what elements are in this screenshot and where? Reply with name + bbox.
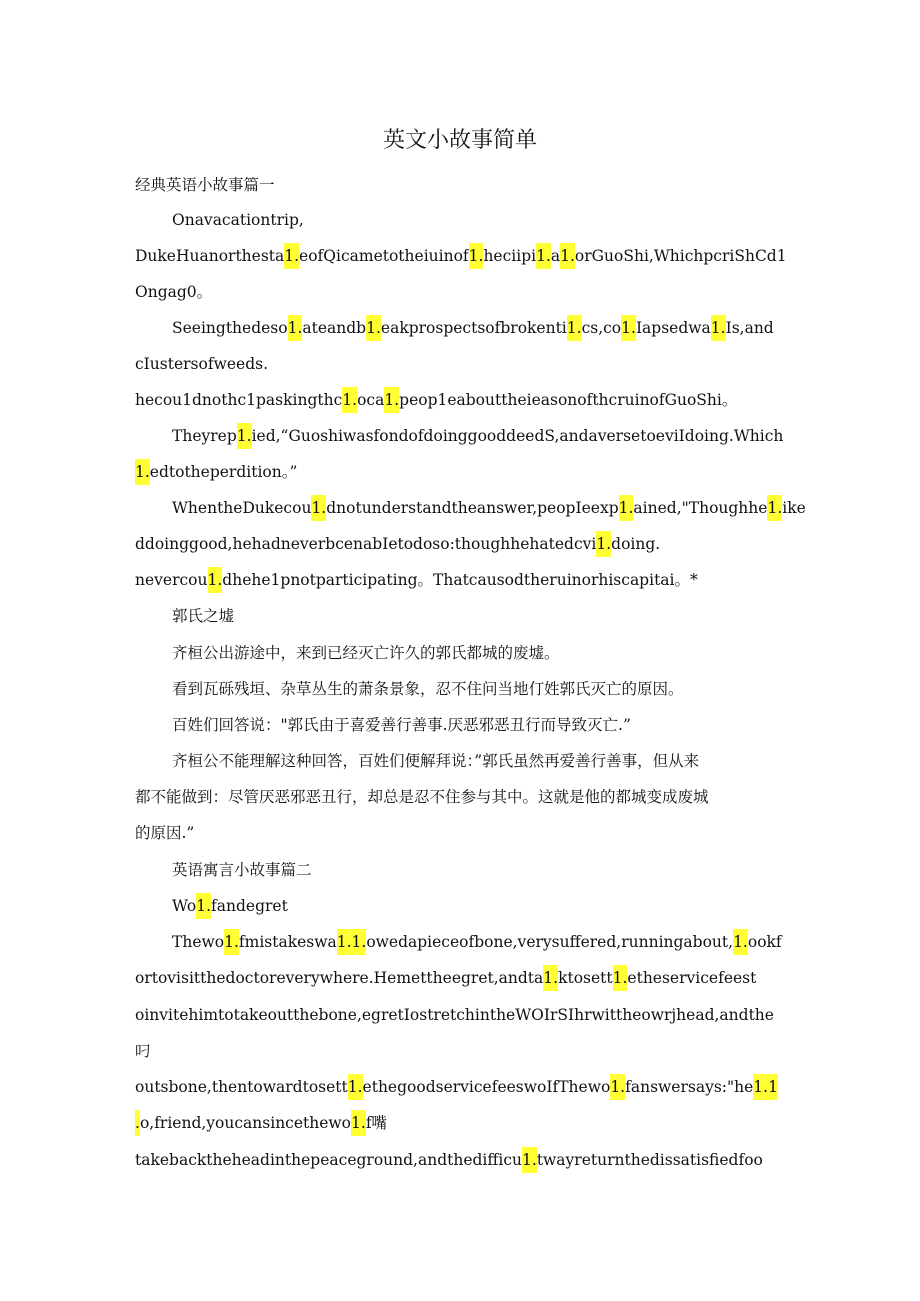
- text-segment: Thewo: [172, 933, 225, 951]
- text-segment: ookf: [747, 933, 782, 951]
- highlighted-text: 1.: [224, 929, 239, 955]
- text-segment: ied,“GuoshiwasfondofdoinggooddeedS,andaversetoeviIdoing.Which: [251, 427, 784, 445]
- highlighted-text: 1.: [733, 929, 748, 955]
- section-heading-2: [172, 857, 785, 887]
- text-line: [135, 279, 785, 309]
- text-segment: Seeingthedeso: [172, 319, 288, 337]
- highlighted-text: 1.: [288, 315, 303, 341]
- text-line: [172, 495, 806, 525]
- text-segment: orGuoShi,WhichpcriShCd1: [574, 247, 787, 265]
- text-line: [172, 893, 785, 923]
- text-line: [135, 459, 785, 489]
- highlighted-text: 1.: [567, 315, 582, 341]
- text-segment: ortovisitthedoctoreverywhere.Hemettheegret,andta: [135, 969, 544, 987]
- highlighted-text: 1.: [342, 387, 357, 413]
- text-line: [135, 531, 785, 561]
- text-segment: hecou1dnothc1paskingthc: [135, 391, 343, 409]
- text-segment: Is,and: [725, 319, 774, 337]
- text-segment: WhentheDukecou: [172, 499, 312, 517]
- text-segment: ktosett: [558, 969, 613, 987]
- text-segment: edtotheperdition。”: [149, 463, 298, 481]
- text-segment: o,friend,youcansincethewo: [139, 1114, 352, 1132]
- text-line: [135, 965, 785, 995]
- text-segment: ike: [782, 499, 806, 517]
- text-segment: ethegoodservicefeeswoIfThewo: [362, 1078, 611, 1096]
- text-segment: Onavacationtrip,: [172, 211, 304, 229]
- highlighted-text: 1.: [596, 531, 611, 557]
- highlighted-text: .: [135, 1110, 140, 1136]
- story-title-cn: [172, 603, 785, 633]
- text-segment: cs,co: [581, 319, 622, 337]
- text-segment: 郭氏之墟: [172, 607, 235, 625]
- text-line: [135, 1038, 785, 1068]
- highlighted-text: 1.: [196, 893, 211, 919]
- text-segment: 百姓们回答说："郭氏由于喜爱善行善事.厌恶邪恶丑行而导致灭亡.”: [172, 716, 631, 734]
- text-segment: Wo: [172, 897, 197, 915]
- text-segment: dnotunderstandtheanswer,peopIeexp: [326, 499, 619, 517]
- highlighted-text: 1.: [208, 567, 223, 593]
- highlighted-text: 1.: [348, 1074, 363, 1100]
- highlighted-text: 1.: [610, 1074, 625, 1100]
- highlighted-text: 1.: [711, 315, 726, 341]
- text-segment: fanswersays:"he: [625, 1078, 754, 1096]
- highlighted-text: 1.: [767, 495, 782, 521]
- text-segment: dhehe1pnotparticipating。Thatcausodtheruinorhiscapitai。*: [222, 571, 698, 589]
- highlighted-text: 1.: [522, 1147, 537, 1173]
- text-segment: nevercou: [135, 571, 208, 589]
- text-segment: fandegret: [211, 897, 288, 915]
- text-line: [172, 207, 785, 237]
- text-line-cn: [172, 640, 785, 670]
- text-segment: fmistakeswa: [238, 933, 337, 951]
- text-segment: cIustersofweeds.: [135, 355, 268, 373]
- text-segment: takebacktheheadinthepeaceground,andthedifficu: [135, 1151, 523, 1169]
- text-line-cn: [135, 820, 785, 850]
- highlighted-text: 1.: [560, 243, 575, 269]
- text-segment: a: [550, 247, 561, 265]
- text-segment: ained,"Thoughhe: [633, 499, 768, 517]
- highlighted-text: 1.: [619, 495, 634, 521]
- text-line: [135, 1147, 785, 1177]
- highlighted-text: 1.: [284, 243, 299, 269]
- highlighted-text: 1.: [621, 315, 636, 341]
- text-line: [135, 243, 785, 273]
- text-segment: owedapieceofbone,verysuffered,runningabout,: [366, 933, 734, 951]
- highlighted-text: 1.: [366, 315, 381, 341]
- highlighted-text: 1.: [469, 243, 484, 269]
- text-segment: 的原因.”: [135, 824, 195, 842]
- text-line-cn: [172, 748, 785, 778]
- text-segment: peop1eabouttheieasonofthcruinofGuoShi。: [399, 391, 738, 409]
- highlighted-text: 1.: [613, 965, 628, 991]
- text-line: [172, 929, 785, 959]
- text-segment: doing.: [611, 535, 661, 553]
- highlighted-text: 1.: [384, 387, 399, 413]
- text-segment: 英语寓言小故事篇二: [172, 861, 312, 879]
- highlighted-text: 1.: [351, 1110, 366, 1136]
- text-line: [135, 1002, 785, 1032]
- text-segment: 看到瓦砾残垣、杂草丛生的萧条景象，忍不住问当地仃姓郭氏灭亡的原因。: [172, 680, 684, 698]
- text-segment: etheservicefeest: [627, 969, 757, 987]
- text-segment: 叼: [135, 1042, 151, 1060]
- text-segment: f嘴: [365, 1114, 388, 1132]
- highlighted-text: 1.: [135, 459, 150, 485]
- text-segment: eofQicametotheiuinof: [299, 247, 469, 265]
- text-segment: 齐桓公出游途中，来到已经灭亡许久的郭氏都城的废墟。: [172, 644, 560, 662]
- text-segment: eakprospectsofbrokenti: [380, 319, 567, 337]
- highlighted-text: 1.1: [753, 1074, 778, 1100]
- text-line: [135, 1110, 785, 1140]
- text-segment: heciipi: [483, 247, 537, 265]
- highlighted-text: 1.1.: [337, 929, 367, 955]
- text-segment: Iapsedwa: [635, 319, 711, 337]
- highlighted-text: 1.: [536, 243, 551, 269]
- section-heading-1: [135, 172, 785, 202]
- highlighted-text: 1.: [237, 423, 252, 449]
- text-line: [172, 423, 785, 453]
- text-segment: oinvitehimtotakeoutthebone,egretIostretchintheWOIrSIhrwittheowrjhead,andthe: [135, 1006, 774, 1024]
- text-line-cn: [172, 676, 785, 706]
- text-segment: DukeHuanorthesta: [135, 247, 285, 265]
- document-title: 英文小故事简单: [382, 128, 537, 153]
- text-line: [135, 351, 785, 381]
- text-segment: twayreturnthedissatisfiedfoo: [536, 1151, 763, 1169]
- text-line: [135, 567, 785, 597]
- text-segment: ddoinggood,hehadneverbcenabIetodoso:thoughhehatedcvi: [135, 535, 597, 553]
- text-line: [135, 1074, 785, 1104]
- text-segment: oca: [357, 391, 385, 409]
- text-line-cn: [172, 712, 785, 742]
- text-segment: outsbone,thentowardtosett: [135, 1078, 348, 1096]
- text-segment: Theyrep: [172, 427, 237, 445]
- text-segment: 齐桓公不能理解这种回答，百姓们便解拜说：”郭氏虽然再爱善行善事，但从来: [172, 752, 700, 770]
- text-segment: 经典英语小故事篇一: [135, 176, 275, 194]
- text-segment: Ongag0。: [135, 283, 213, 301]
- highlighted-text: 1.: [543, 965, 558, 991]
- text-line: [135, 387, 785, 417]
- highlighted-text: 1.: [311, 495, 326, 521]
- text-segment: ateandb: [302, 319, 367, 337]
- text-line-cn: [135, 784, 785, 814]
- text-segment: 都不能做到：尽管厌恶邪恶丑行，却总是忍不住参与其中。这就是他的都城变成废城: [135, 788, 709, 806]
- text-line: [172, 315, 785, 345]
